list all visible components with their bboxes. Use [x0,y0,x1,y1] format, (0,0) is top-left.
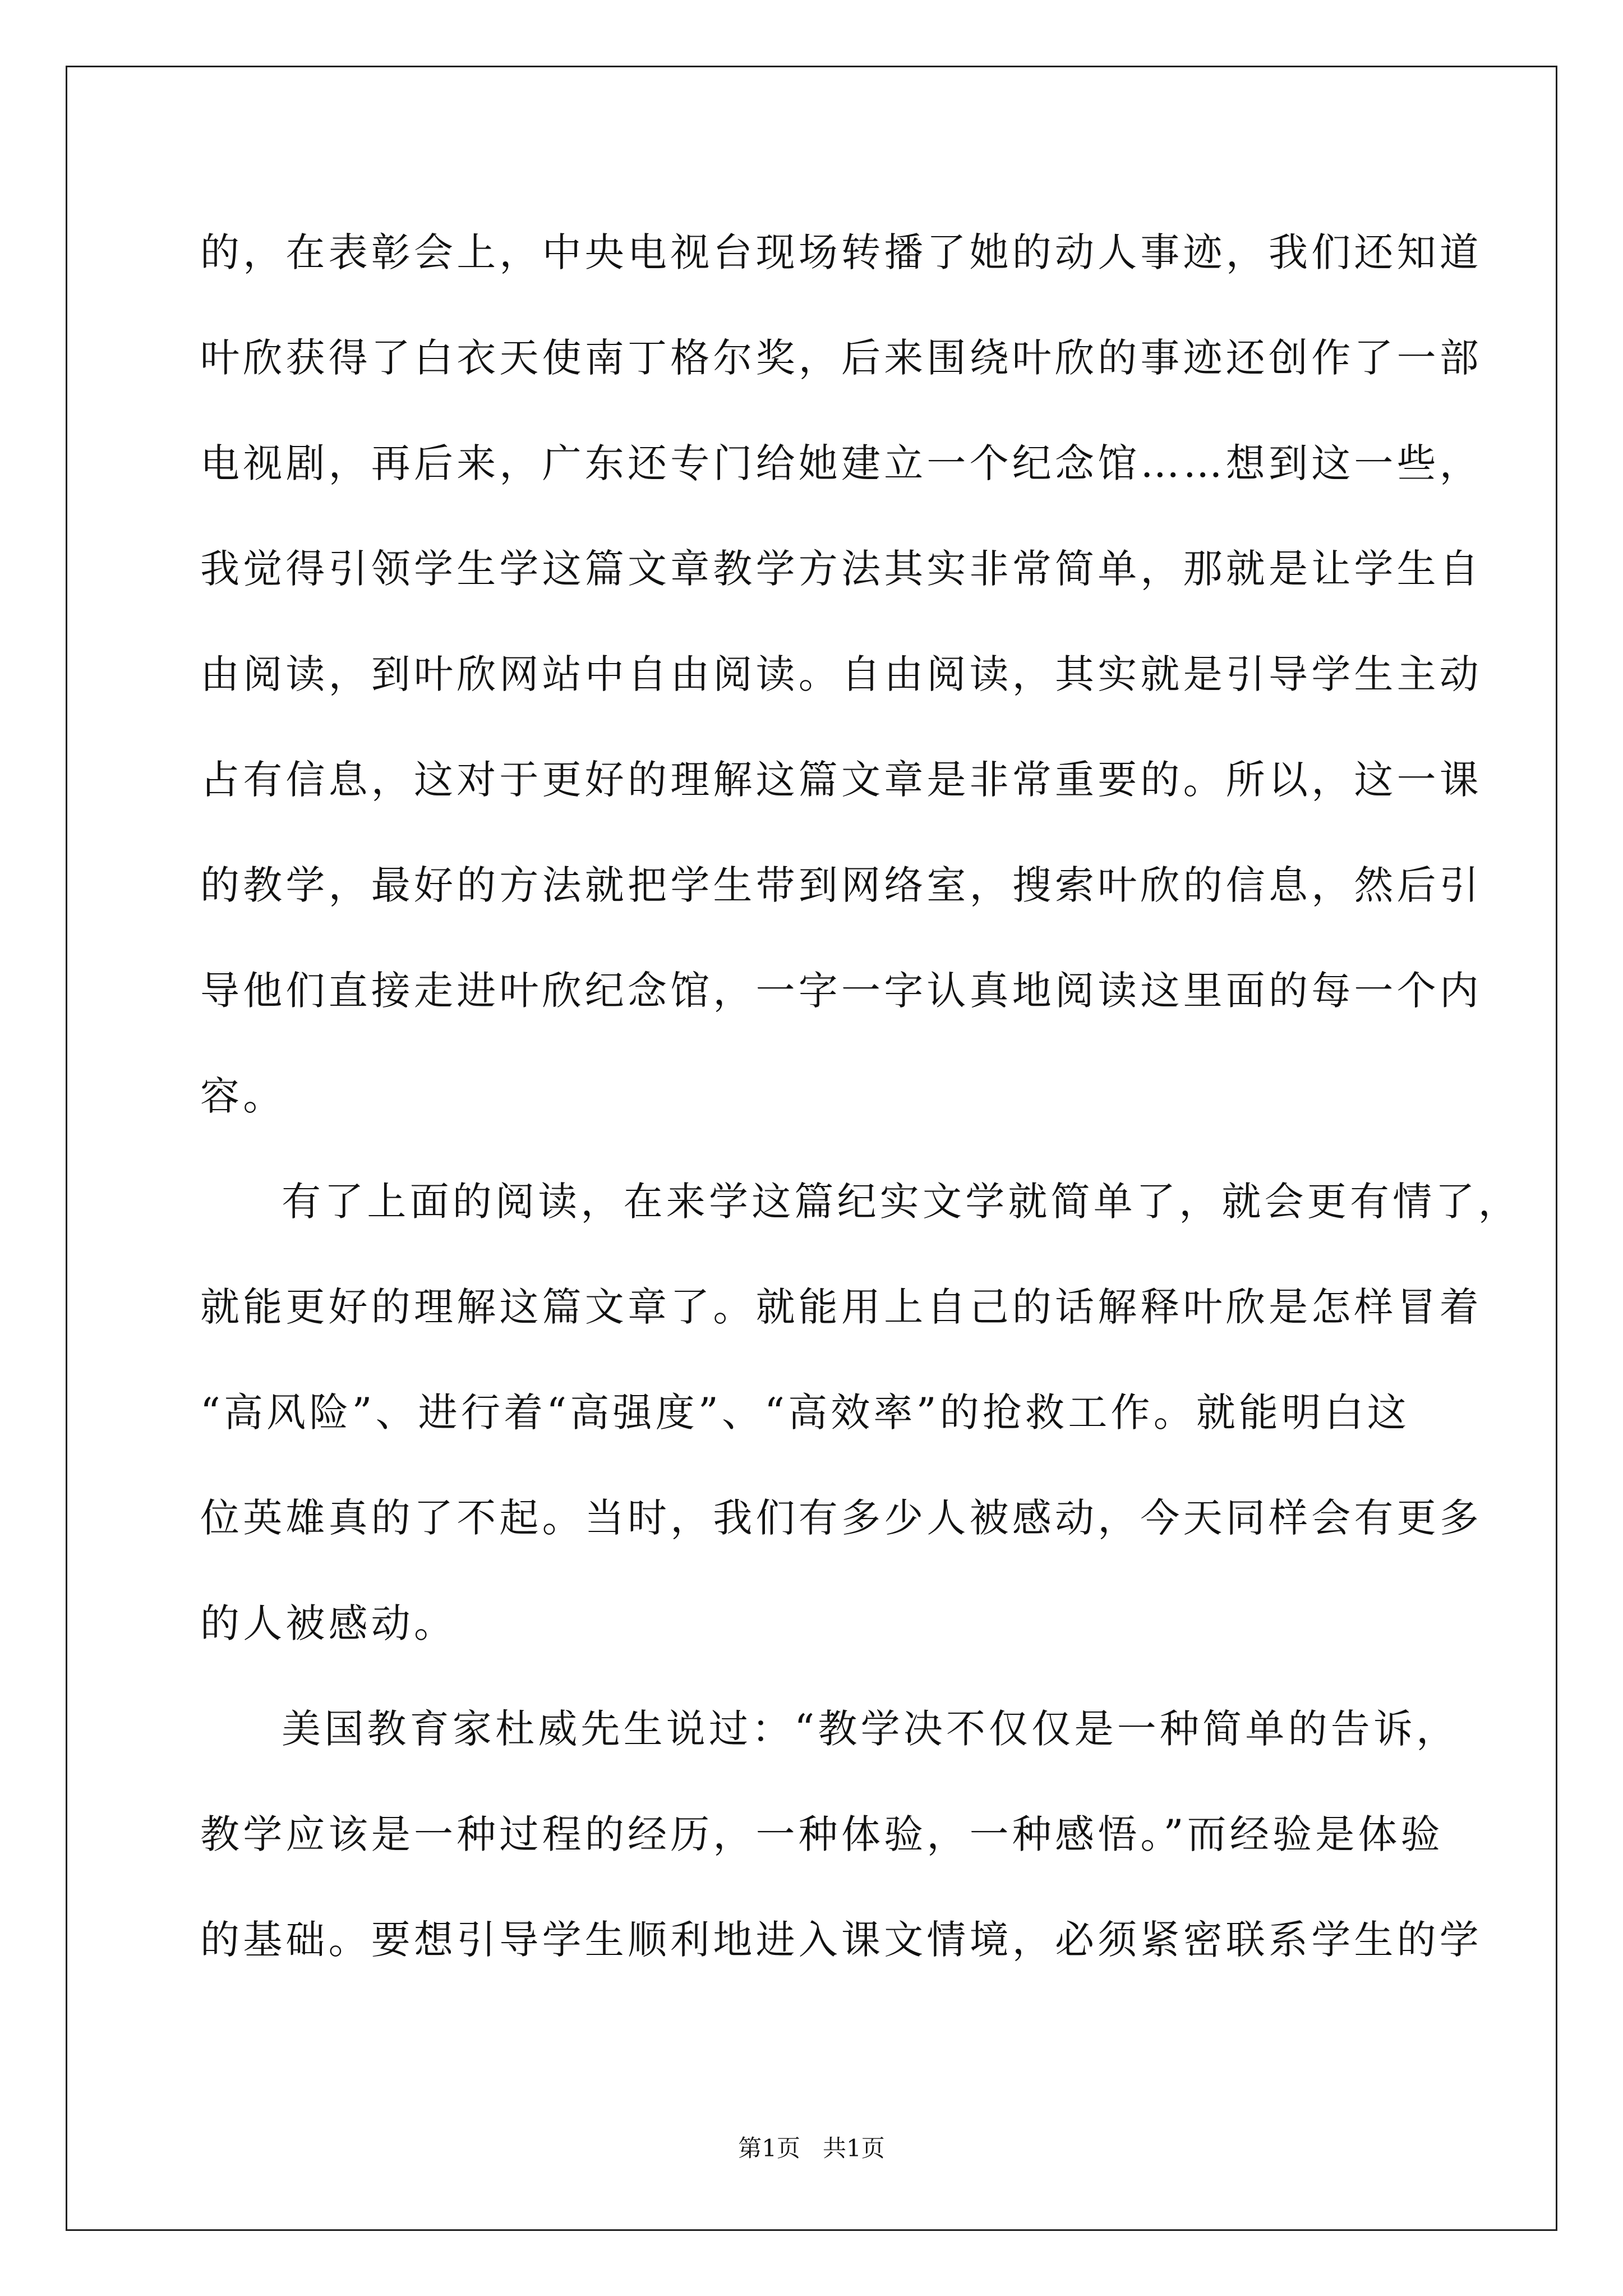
text-line: 的，在表彰会上，中央电视台现场转播了她的动人事迹，我们还知道 [200,229,1482,275]
text-line: 导他们直接走进叶欣纪念馆，一字一字认真地阅读这里面的每一个内 [200,968,1482,1014]
paragraph-first-line: 美国教育家杜威先生说过：“教学决不仅仅是一种简单的告诉， [282,1706,1459,1752]
page-number-footer: 第1页 共1页 [738,2134,885,2162]
text-line: 位英雄真的了不起。当时，我们有多少人被感动，今天同样会有更多 [200,1495,1482,1541]
text-line: 叶欣获得了白衣天使南丁格尔奖，后来围绕叶欣的事迹还创作了一部 [200,335,1482,381]
text-line: 就能更好的理解这篇文章了。就能用上自己的话解释叶欣是怎样冒着 [200,1284,1482,1330]
text-line: 的人被感动。 [200,1600,457,1646]
text-line: 教学应该是一种过程的经历，一种体验，一种感悟。”而经验是体验 [200,1811,1444,1857]
text-line: 容。 [200,1073,286,1119]
text-line: 的基础。要想引导学生顺利地进入课文情境，必须紧密联系学生的学 [200,1917,1482,1963]
text-line: “高风险”、进行着“高强度”、“高效率”的抢救工作。就能明白这 [200,1389,1410,1435]
text-line: 我觉得引领学生学这篇文章教学方法其实非常简单，那就是让学生自 [200,546,1482,592]
paragraph-first-line: 有了上面的阅读，在来学这篇纪实文学就简单了，就会更有情了， [282,1179,1521,1225]
text-line: 的教学，最好的方法就把学生带到网络室，搜索叶欣的信息，然后引 [200,862,1482,908]
text-line: 电视剧，再后来，广东还专门给她建立一个纪念馆……想到这一些， [200,440,1482,486]
text-line: 占有信息，这对于更好的理解这篇文章是非常重要的。所以，这一课 [200,757,1482,803]
text-line: 由阅读，到叶欣网站中自由阅读。自由阅读，其实就是引导学生主动 [200,651,1482,697]
page-border [66,66,1557,2231]
